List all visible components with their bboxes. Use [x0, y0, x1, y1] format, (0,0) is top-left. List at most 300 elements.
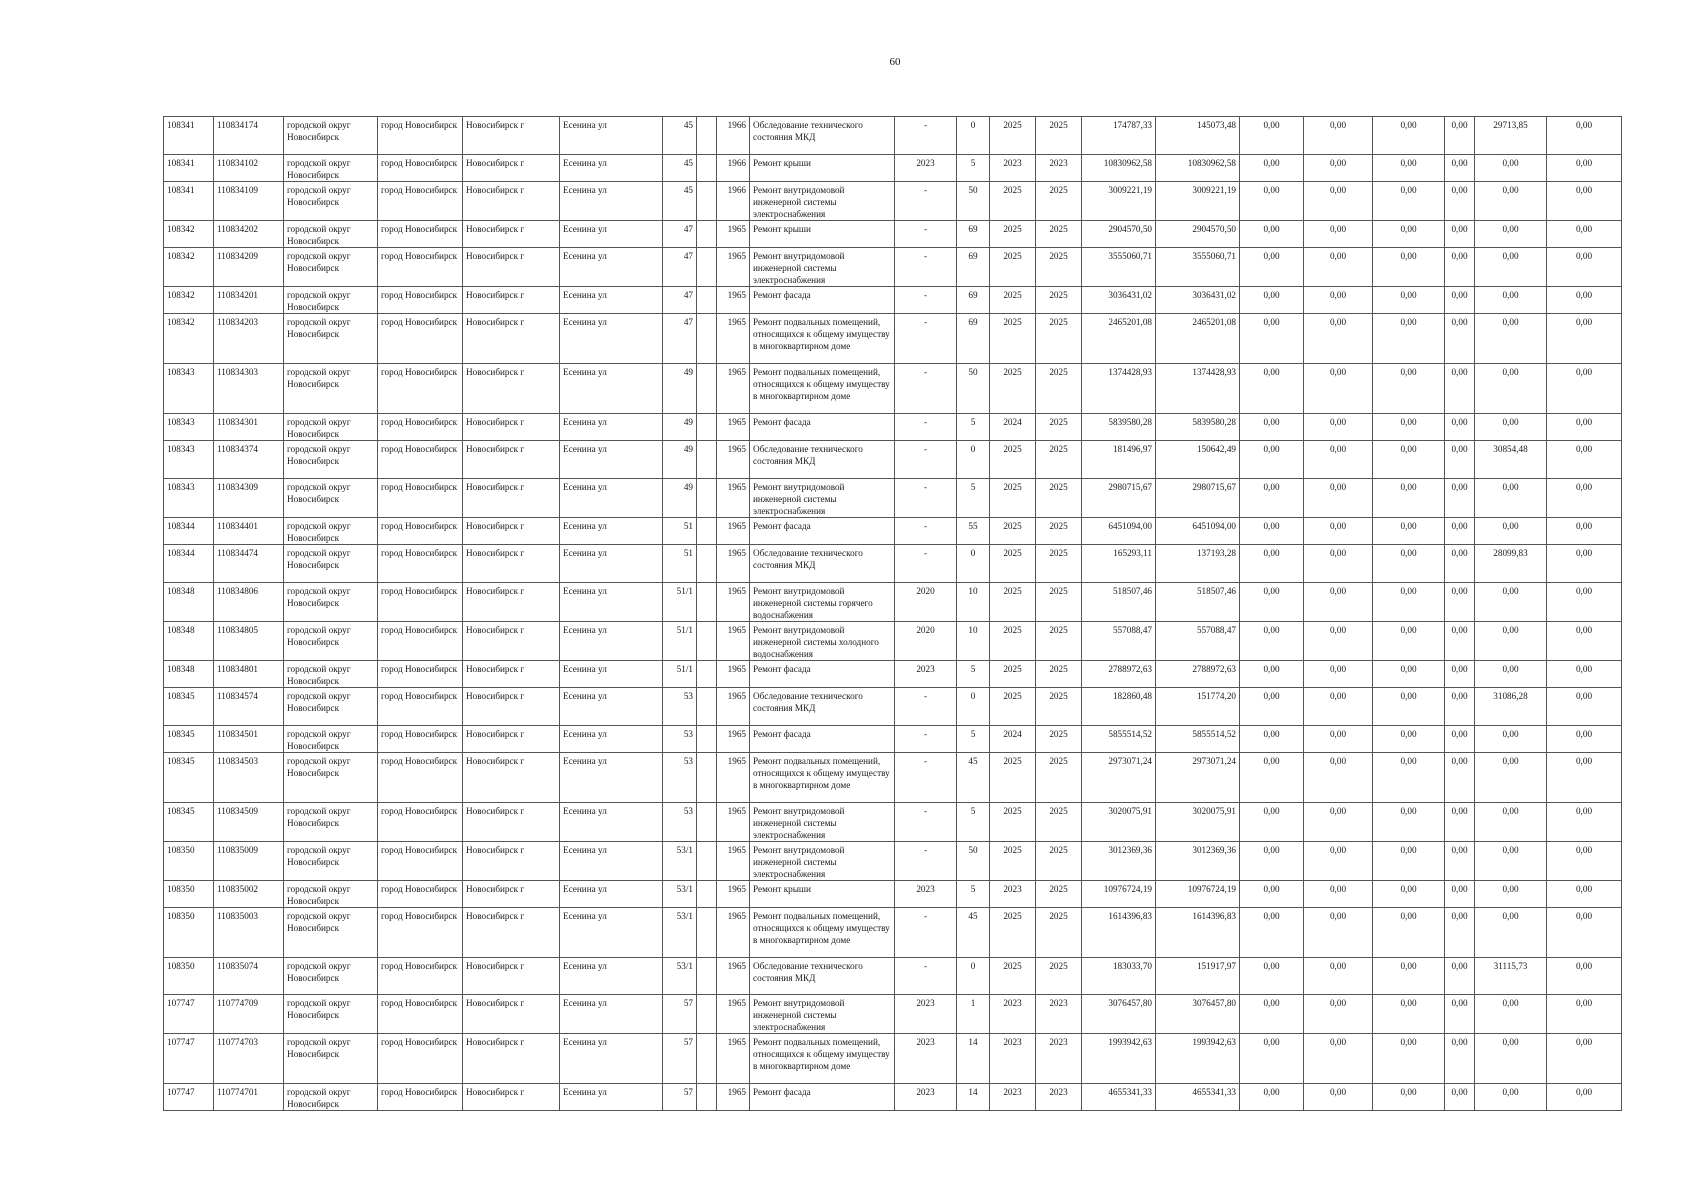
cell-work-type: Ремонт фасада — [750, 661, 895, 688]
cell-street: Есенина ул — [560, 414, 663, 441]
cell-owners-funds: 0,00 — [1475, 753, 1547, 803]
cell-fund-cost: 557088,47 — [1156, 622, 1240, 661]
cell-work-id: 110834209 — [214, 248, 284, 287]
cell-building — [697, 155, 717, 182]
table-row — [164, 155, 1622, 182]
cell-local-funds: 0,00 — [1373, 221, 1445, 248]
cell-last-repair-year: - — [895, 518, 957, 545]
cell-plan-year-end: 2025 — [1036, 688, 1082, 726]
cell-house-number: 47 — [663, 221, 697, 248]
cell-regional-funds: 0,00 — [1304, 441, 1373, 479]
cell-settlement: город Новосибирск — [378, 583, 463, 622]
cell-fund-cost: 3555060,71 — [1156, 248, 1240, 287]
cell-wear-percent: 0 — [957, 117, 990, 155]
cell-local-funds: 0,00 — [1373, 842, 1445, 881]
cell-wear-percent: 50 — [957, 182, 990, 221]
table-row — [164, 908, 1622, 958]
cell-fund-cost: 5855514,52 — [1156, 726, 1240, 753]
cell-settlement: город Новосибирск — [378, 622, 463, 661]
cell-municipal-district: городской округ Новосибирск — [284, 753, 378, 803]
cell-plan-year-end: 2025 — [1036, 117, 1082, 155]
table-row — [164, 842, 1622, 881]
cell-house-number: 53/1 — [663, 908, 697, 958]
cell-owners-funds: 0,00 — [1475, 842, 1547, 881]
cell-building — [697, 622, 717, 661]
cell-settlement: город Новосибирск — [378, 479, 463, 518]
cell-wear-percent: 69 — [957, 287, 990, 314]
cell-plan-year-start: 2025 — [990, 908, 1036, 958]
cell-plan-year-end: 2025 — [1036, 545, 1082, 583]
cell-house-number: 47 — [663, 248, 697, 287]
cell-work-id: 110834503 — [214, 753, 284, 803]
cell-owners-funds: 0,00 — [1475, 518, 1547, 545]
cell-other-funds: 0,00 — [1445, 414, 1475, 441]
cell-work-type: Ремонт крыши — [750, 155, 895, 182]
cell-house-id: 108348 — [164, 661, 214, 688]
cell-regional-funds: 0,00 — [1304, 803, 1373, 842]
cell-house-number: 49 — [663, 479, 697, 518]
cell-regional-funds: 0,00 — [1304, 364, 1373, 414]
cell-work-id: 110834109 — [214, 182, 284, 221]
cell-total-cost: 3009221,19 — [1082, 182, 1156, 221]
cell-work-id: 110774703 — [214, 1034, 284, 1084]
cell-house-id: 108345 — [164, 688, 214, 726]
cell-municipal-district: городской округ Новосибирск — [284, 908, 378, 958]
cell-municipal-district: городской округ Новосибирск — [284, 364, 378, 414]
cell-federal-funds: 0,00 — [1240, 958, 1304, 995]
cell-street: Есенина ул — [560, 117, 663, 155]
cell-federal-funds: 0,00 — [1240, 518, 1304, 545]
cell-fund-cost: 1614396,83 — [1156, 908, 1240, 958]
cell-work-id: 110774701 — [214, 1084, 284, 1111]
cell-building — [697, 688, 717, 726]
cell-building — [697, 881, 717, 908]
cell-total-cost: 10830962,58 — [1082, 155, 1156, 182]
cell-municipal-district: городской округ Новосибирск — [284, 726, 378, 753]
cell-extra-funds: 0,00 — [1547, 881, 1622, 908]
cell-municipal-district: городской округ Новосибирск — [284, 518, 378, 545]
cell-fund-cost: 145073,48 — [1156, 117, 1240, 155]
cell-last-repair-year: - — [895, 414, 957, 441]
cell-local-funds: 0,00 — [1373, 248, 1445, 287]
cell-owners-funds: 31086,28 — [1475, 688, 1547, 726]
cell-house-id: 108348 — [164, 583, 214, 622]
cell-building — [697, 995, 717, 1034]
cell-plan-year-start: 2025 — [990, 314, 1036, 364]
cell-work-type: Ремонт внутридомовой инженерной системы электроснабжения — [750, 248, 895, 287]
cell-plan-year-start: 2025 — [990, 661, 1036, 688]
cell-federal-funds: 0,00 — [1240, 155, 1304, 182]
cell-plan-year-end: 2025 — [1036, 842, 1082, 881]
cell-owners-funds: 29713,85 — [1475, 117, 1547, 155]
cell-plan-year-end: 2023 — [1036, 1034, 1082, 1084]
cell-work-id: 110834201 — [214, 287, 284, 314]
cell-locality: Новосибирск г — [463, 688, 560, 726]
cell-other-funds: 0,00 — [1445, 881, 1475, 908]
cell-year-built: 1965 — [717, 958, 750, 995]
cell-plan-year-start: 2025 — [990, 248, 1036, 287]
cell-extra-funds: 0,00 — [1547, 842, 1622, 881]
cell-total-cost: 1374428,93 — [1082, 364, 1156, 414]
cell-work-id: 110834102 — [214, 155, 284, 182]
cell-wear-percent: 69 — [957, 248, 990, 287]
cell-work-id: 110834301 — [214, 414, 284, 441]
table-row — [164, 287, 1622, 314]
cell-settlement: город Новосибирск — [378, 726, 463, 753]
table-body — [164, 117, 1622, 1111]
cell-work-type: Ремонт подвальных помещений, относящихся к общему имуществу в многоквартирном доме — [750, 753, 895, 803]
cell-settlement: город Новосибирск — [378, 364, 463, 414]
cell-wear-percent: 14 — [957, 1034, 990, 1084]
table-row — [164, 753, 1622, 803]
cell-work-type: Обследование технического состояния МКД — [750, 441, 895, 479]
cell-settlement: город Новосибирск — [378, 661, 463, 688]
cell-plan-year-start: 2025 — [990, 364, 1036, 414]
cell-other-funds: 0,00 — [1445, 753, 1475, 803]
cell-last-repair-year: - — [895, 221, 957, 248]
cell-house-id: 108345 — [164, 753, 214, 803]
cell-work-type: Ремонт внутридомовой инженерной системы электроснабжения — [750, 182, 895, 221]
cell-plan-year-end: 2025 — [1036, 958, 1082, 995]
cell-regional-funds: 0,00 — [1304, 726, 1373, 753]
cell-street: Есенина ул — [560, 479, 663, 518]
cell-street: Есенина ул — [560, 1084, 663, 1111]
cell-house-id: 108350 — [164, 958, 214, 995]
cell-federal-funds: 0,00 — [1240, 661, 1304, 688]
cell-federal-funds: 0,00 — [1240, 1084, 1304, 1111]
cell-local-funds: 0,00 — [1373, 908, 1445, 958]
cell-plan-year-end: 2025 — [1036, 364, 1082, 414]
cell-year-built: 1965 — [717, 545, 750, 583]
cell-locality: Новосибирск г — [463, 117, 560, 155]
cell-house-number: 51/1 — [663, 661, 697, 688]
cell-other-funds: 0,00 — [1445, 661, 1475, 688]
cell-plan-year-start: 2025 — [990, 182, 1036, 221]
cell-local-funds: 0,00 — [1373, 881, 1445, 908]
cell-plan-year-end: 2025 — [1036, 182, 1082, 221]
cell-work-id: 110834401 — [214, 518, 284, 545]
cell-street: Есенина ул — [560, 995, 663, 1034]
table-row — [164, 518, 1622, 545]
cell-work-id: 110834374 — [214, 441, 284, 479]
cell-wear-percent: 69 — [957, 314, 990, 364]
cell-other-funds: 0,00 — [1445, 1084, 1475, 1111]
cell-building — [697, 753, 717, 803]
cell-year-built: 1965 — [717, 803, 750, 842]
cell-other-funds: 0,00 — [1445, 221, 1475, 248]
cell-locality: Новосибирск г — [463, 908, 560, 958]
cell-work-type: Ремонт подвальных помещений, относящихся к общему имуществу в многоквартирном доме — [750, 908, 895, 958]
cell-house-id: 108342 — [164, 221, 214, 248]
cell-plan-year-end: 2025 — [1036, 661, 1082, 688]
cell-local-funds: 0,00 — [1373, 803, 1445, 842]
table-row — [164, 583, 1622, 622]
cell-last-repair-year: - — [895, 753, 957, 803]
cell-work-type: Ремонт внутридомовой инженерной системы горячего водоснабжения — [750, 583, 895, 622]
cell-last-repair-year: 2020 — [895, 583, 957, 622]
cell-municipal-district: городской округ Новосибирск — [284, 545, 378, 583]
cell-building — [697, 287, 717, 314]
cell-other-funds: 0,00 — [1445, 995, 1475, 1034]
cell-plan-year-start: 2025 — [990, 441, 1036, 479]
cell-total-cost: 5855514,52 — [1082, 726, 1156, 753]
cell-locality: Новосибирск г — [463, 314, 560, 364]
cell-plan-year-start: 2025 — [990, 753, 1036, 803]
cell-settlement: город Новосибирск — [378, 117, 463, 155]
cell-house-number: 45 — [663, 182, 697, 221]
cell-local-funds: 0,00 — [1373, 753, 1445, 803]
cell-last-repair-year: - — [895, 364, 957, 414]
cell-municipal-district: городской округ Новосибирск — [284, 314, 378, 364]
cell-settlement: город Новосибирск — [378, 518, 463, 545]
cell-work-type: Ремонт фасада — [750, 287, 895, 314]
cell-year-built: 1965 — [717, 479, 750, 518]
cell-municipal-district: городской округ Новосибирск — [284, 117, 378, 155]
cell-local-funds: 0,00 — [1373, 287, 1445, 314]
cell-street: Есенина ул — [560, 583, 663, 622]
cell-year-built: 1965 — [717, 314, 750, 364]
cell-plan-year-end: 2025 — [1036, 622, 1082, 661]
cell-street: Есенина ул — [560, 803, 663, 842]
table-row — [164, 661, 1622, 688]
cell-building — [697, 117, 717, 155]
cell-regional-funds: 0,00 — [1304, 753, 1373, 803]
cell-settlement: город Новосибирск — [378, 287, 463, 314]
cell-street: Есенина ул — [560, 753, 663, 803]
cell-wear-percent: 5 — [957, 881, 990, 908]
cell-federal-funds: 0,00 — [1240, 842, 1304, 881]
cell-work-id: 110835009 — [214, 842, 284, 881]
cell-local-funds: 0,00 — [1373, 688, 1445, 726]
cell-settlement: город Новосибирск — [378, 958, 463, 995]
cell-settlement: город Новосибирск — [378, 155, 463, 182]
cell-settlement: город Новосибирск — [378, 248, 463, 287]
cell-house-number: 57 — [663, 1034, 697, 1084]
cell-year-built: 1965 — [717, 995, 750, 1034]
cell-local-funds: 0,00 — [1373, 1034, 1445, 1084]
cell-locality: Новосибирск г — [463, 155, 560, 182]
cell-owners-funds: 0,00 — [1475, 364, 1547, 414]
cell-federal-funds: 0,00 — [1240, 221, 1304, 248]
page-number: 60 — [889, 56, 901, 68]
cell-work-id: 110834574 — [214, 688, 284, 726]
cell-extra-funds: 0,00 — [1547, 441, 1622, 479]
cell-last-repair-year: - — [895, 545, 957, 583]
cell-owners-funds: 0,00 — [1475, 287, 1547, 314]
cell-regional-funds: 0,00 — [1304, 182, 1373, 221]
cell-other-funds: 0,00 — [1445, 117, 1475, 155]
cell-settlement: город Новосибирск — [378, 803, 463, 842]
cell-building — [697, 221, 717, 248]
cell-fund-cost: 150642,49 — [1156, 441, 1240, 479]
cell-fund-cost: 2973071,24 — [1156, 753, 1240, 803]
cell-fund-cost: 1993942,63 — [1156, 1034, 1240, 1084]
cell-house-number: 51/1 — [663, 583, 697, 622]
cell-plan-year-start: 2025 — [990, 479, 1036, 518]
cell-owners-funds: 0,00 — [1475, 1034, 1547, 1084]
cell-wear-percent: 50 — [957, 842, 990, 881]
cell-work-type: Ремонт фасада — [750, 414, 895, 441]
cell-extra-funds: 0,00 — [1547, 479, 1622, 518]
cell-street: Есенина ул — [560, 155, 663, 182]
cell-house-number: 45 — [663, 117, 697, 155]
cell-settlement: город Новосибирск — [378, 1034, 463, 1084]
cell-extra-funds: 0,00 — [1547, 518, 1622, 545]
cell-locality: Новосибирск г — [463, 661, 560, 688]
cell-building — [697, 518, 717, 545]
cell-total-cost: 182860,48 — [1082, 688, 1156, 726]
cell-local-funds: 0,00 — [1373, 182, 1445, 221]
cell-local-funds: 0,00 — [1373, 726, 1445, 753]
cell-wear-percent: 5 — [957, 155, 990, 182]
cell-federal-funds: 0,00 — [1240, 881, 1304, 908]
cell-house-number: 49 — [663, 441, 697, 479]
cell-total-cost: 518507,46 — [1082, 583, 1156, 622]
cell-fund-cost: 6451094,00 — [1156, 518, 1240, 545]
cell-locality: Новосибирск г — [463, 479, 560, 518]
cell-building — [697, 441, 717, 479]
cell-wear-percent: 45 — [957, 908, 990, 958]
cell-fund-cost: 3076457,80 — [1156, 995, 1240, 1034]
cell-plan-year-start: 2023 — [990, 1084, 1036, 1111]
cell-fund-cost: 3009221,19 — [1156, 182, 1240, 221]
cell-owners-funds: 0,00 — [1475, 881, 1547, 908]
cell-street: Есенина ул — [560, 314, 663, 364]
cell-federal-funds: 0,00 — [1240, 622, 1304, 661]
cell-last-repair-year: - — [895, 441, 957, 479]
cell-wear-percent: 69 — [957, 221, 990, 248]
cell-house-number: 53/1 — [663, 842, 697, 881]
cell-total-cost: 2973071,24 — [1082, 753, 1156, 803]
cell-street: Есенина ул — [560, 622, 663, 661]
cell-local-funds: 0,00 — [1373, 414, 1445, 441]
cell-year-built: 1966 — [717, 117, 750, 155]
cell-owners-funds: 0,00 — [1475, 803, 1547, 842]
cell-house-id: 107747 — [164, 995, 214, 1034]
cell-settlement: город Новосибирск — [378, 908, 463, 958]
cell-street: Есенина ул — [560, 441, 663, 479]
cell-fund-cost: 5839580,28 — [1156, 414, 1240, 441]
cell-locality: Новосибирск г — [463, 583, 560, 622]
cell-house-number: 51 — [663, 518, 697, 545]
cell-local-funds: 0,00 — [1373, 1084, 1445, 1111]
cell-owners-funds: 0,00 — [1475, 314, 1547, 364]
cell-plan-year-end: 2023 — [1036, 995, 1082, 1034]
cell-total-cost: 10976724,19 — [1082, 881, 1156, 908]
cell-settlement: город Новосибирск — [378, 314, 463, 364]
cell-fund-cost: 2788972,63 — [1156, 661, 1240, 688]
cell-total-cost: 3020075,91 — [1082, 803, 1156, 842]
cell-local-funds: 0,00 — [1373, 583, 1445, 622]
cell-plan-year-end: 2025 — [1036, 908, 1082, 958]
cell-local-funds: 0,00 — [1373, 545, 1445, 583]
cell-plan-year-start: 2023 — [990, 155, 1036, 182]
cell-last-repair-year: - — [895, 908, 957, 958]
cell-fund-cost: 2980715,67 — [1156, 479, 1240, 518]
cell-federal-funds: 0,00 — [1240, 117, 1304, 155]
cell-federal-funds: 0,00 — [1240, 414, 1304, 441]
cell-total-cost: 183033,70 — [1082, 958, 1156, 995]
cell-street: Есенина ул — [560, 518, 663, 545]
cell-locality: Новосибирск г — [463, 248, 560, 287]
cell-work-id: 110834801 — [214, 661, 284, 688]
cell-fund-cost: 10830962,58 — [1156, 155, 1240, 182]
cell-fund-cost: 137193,28 — [1156, 545, 1240, 583]
cell-extra-funds: 0,00 — [1547, 1034, 1622, 1084]
cell-building — [697, 479, 717, 518]
cell-extra-funds: 0,00 — [1547, 314, 1622, 364]
cell-regional-funds: 0,00 — [1304, 661, 1373, 688]
cell-extra-funds: 0,00 — [1547, 908, 1622, 958]
cell-house-number: 45 — [663, 155, 697, 182]
cell-total-cost: 1993942,63 — [1082, 1034, 1156, 1084]
cell-owners-funds: 0,00 — [1475, 155, 1547, 182]
cell-plan-year-start: 2025 — [990, 221, 1036, 248]
cell-plan-year-start: 2025 — [990, 287, 1036, 314]
cell-total-cost: 3076457,80 — [1082, 995, 1156, 1034]
table-row — [164, 441, 1622, 479]
cell-federal-funds: 0,00 — [1240, 1034, 1304, 1084]
cell-last-repair-year: - — [895, 479, 957, 518]
cell-building — [697, 842, 717, 881]
table-row — [164, 364, 1622, 414]
cell-plan-year-end: 2025 — [1036, 314, 1082, 364]
cell-house-number: 57 — [663, 995, 697, 1034]
cell-regional-funds: 0,00 — [1304, 518, 1373, 545]
cell-fund-cost: 3036431,02 — [1156, 287, 1240, 314]
cell-street: Есенина ул — [560, 545, 663, 583]
cell-municipal-district: городской округ Новосибирск — [284, 441, 378, 479]
cell-street: Есенина ул — [560, 726, 663, 753]
cell-local-funds: 0,00 — [1373, 661, 1445, 688]
cell-extra-funds: 0,00 — [1547, 622, 1622, 661]
cell-total-cost: 2465201,08 — [1082, 314, 1156, 364]
cell-locality: Новосибирск г — [463, 995, 560, 1034]
cell-house-id: 108341 — [164, 155, 214, 182]
cell-settlement: город Новосибирск — [378, 414, 463, 441]
cell-work-type: Ремонт внутридомовой инженерной системы электроснабжения — [750, 995, 895, 1034]
cell-other-funds: 0,00 — [1445, 314, 1475, 364]
cell-extra-funds: 0,00 — [1547, 155, 1622, 182]
cell-owners-funds: 30854,48 — [1475, 441, 1547, 479]
cell-last-repair-year: - — [895, 958, 957, 995]
cell-locality: Новосибирск г — [463, 881, 560, 908]
cell-wear-percent: 50 — [957, 364, 990, 414]
cell-extra-funds: 0,00 — [1547, 958, 1622, 995]
cell-federal-funds: 0,00 — [1240, 441, 1304, 479]
cell-year-built: 1965 — [717, 1034, 750, 1084]
cell-municipal-district: городской округ Новосибирск — [284, 1084, 378, 1111]
cell-wear-percent: 5 — [957, 479, 990, 518]
cell-other-funds: 0,00 — [1445, 622, 1475, 661]
cell-municipal-district: городской округ Новосибирск — [284, 958, 378, 995]
cell-street: Есенина ул — [560, 842, 663, 881]
cell-house-number: 51 — [663, 545, 697, 583]
cell-other-funds: 0,00 — [1445, 1034, 1475, 1084]
cell-house-id: 108342 — [164, 248, 214, 287]
cell-house-id: 108350 — [164, 881, 214, 908]
cell-plan-year-start: 2023 — [990, 995, 1036, 1034]
cell-fund-cost: 1374428,93 — [1156, 364, 1240, 414]
cell-municipal-district: городской округ Новосибирск — [284, 248, 378, 287]
cell-plan-year-end: 2023 — [1036, 155, 1082, 182]
cell-plan-year-start: 2025 — [990, 545, 1036, 583]
cell-municipal-district: городской округ Новосибирск — [284, 661, 378, 688]
table-row — [164, 314, 1622, 364]
cell-last-repair-year: 2023 — [895, 995, 957, 1034]
cell-year-built: 1965 — [717, 726, 750, 753]
cell-building — [697, 661, 717, 688]
